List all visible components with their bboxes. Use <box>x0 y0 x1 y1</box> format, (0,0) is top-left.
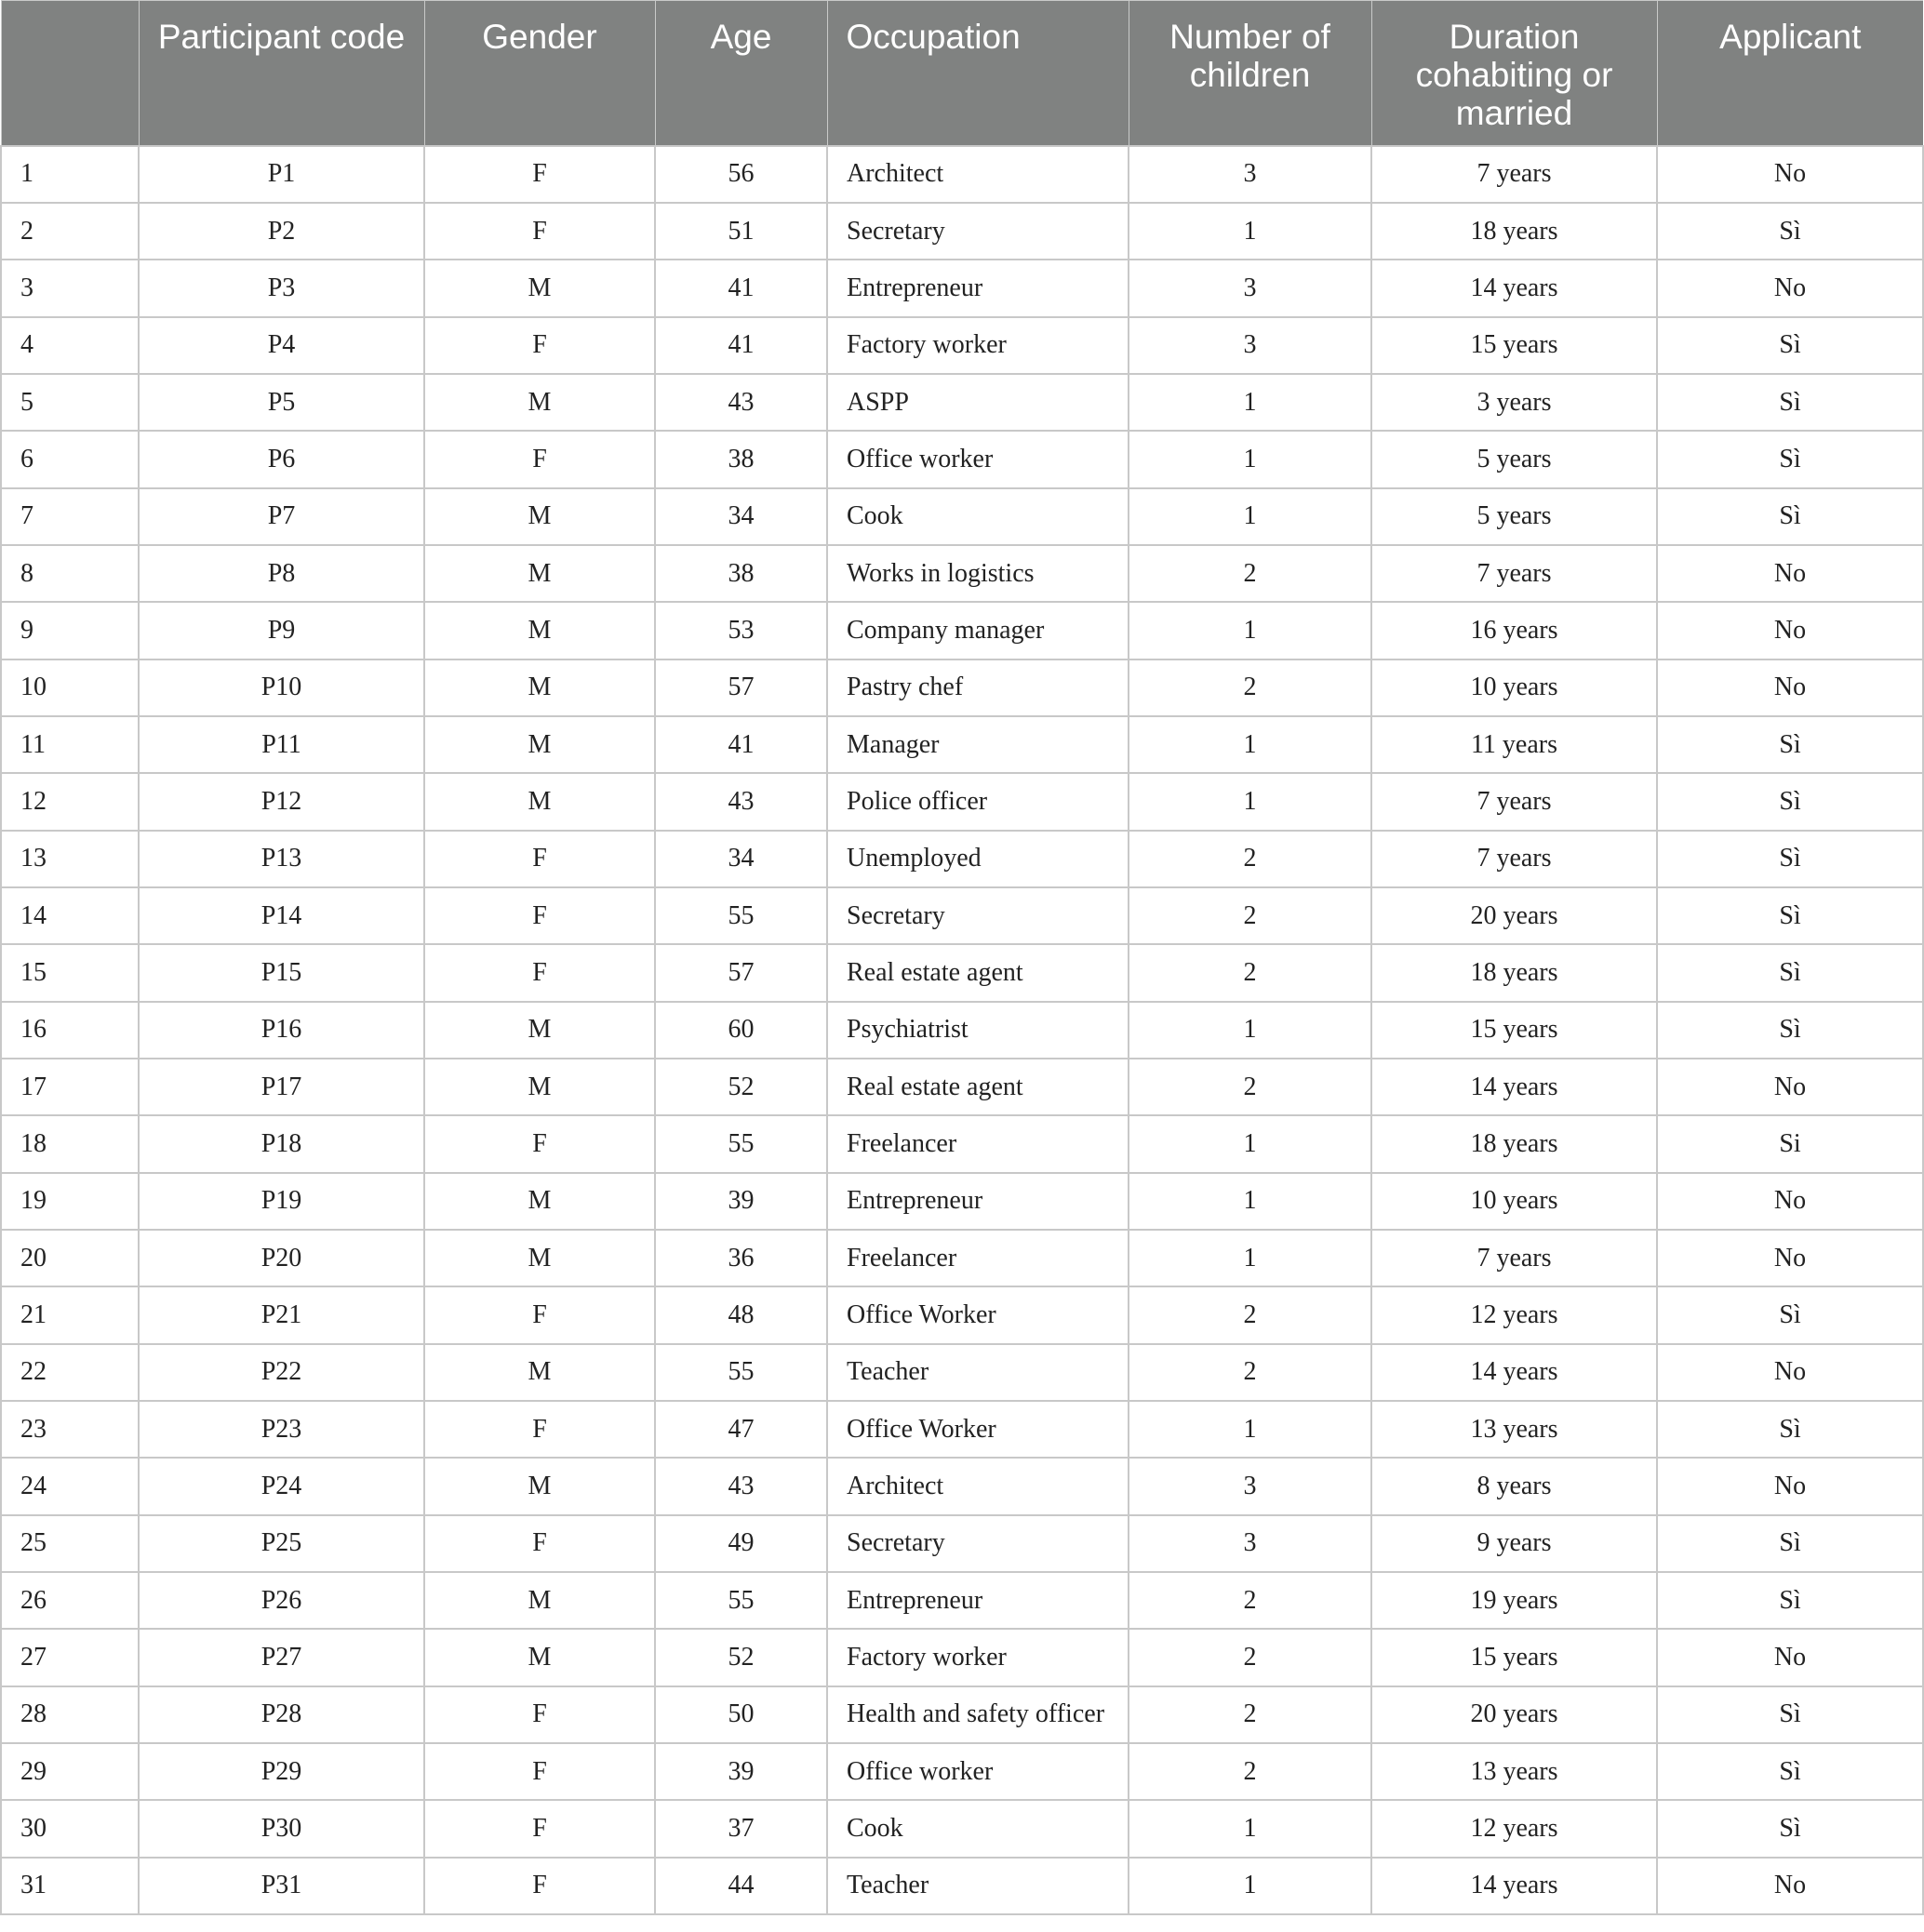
cell-participant-code: P14 <box>139 887 424 944</box>
cell-age: 55 <box>655 887 827 944</box>
cell-participant-code: P16 <box>139 1002 424 1059</box>
cell-gender: M <box>424 545 655 602</box>
cell-age: 52 <box>655 1629 827 1686</box>
cell-number-of-children: 1 <box>1129 1858 1371 1914</box>
column-header-number-of-children: Number of children <box>1129 1 1371 146</box>
cell-age: 38 <box>655 431 827 487</box>
cell-applicant: Sì <box>1657 1743 1923 1800</box>
cell-gender: M <box>424 1344 655 1401</box>
cell-gender: F <box>424 1743 655 1800</box>
cell-duration: 14 years <box>1371 1858 1657 1914</box>
cell-age: 52 <box>655 1059 827 1115</box>
cell-row-number: 18 <box>1 1115 139 1172</box>
cell-number-of-children: 1 <box>1129 431 1371 487</box>
table-row <box>1 1800 1923 1857</box>
cell-participant-code: P9 <box>139 602 424 659</box>
cell-participant-code: P29 <box>139 1743 424 1800</box>
cell-row-number: 26 <box>1 1572 139 1629</box>
cell-gender: M <box>424 1458 655 1514</box>
table-row <box>1 260 1923 316</box>
column-header-gender: Gender <box>424 1 655 146</box>
cell-duration: 13 years <box>1371 1743 1657 1800</box>
cell-occupation: Entrepreneur <box>827 1572 1129 1629</box>
cell-age: 48 <box>655 1286 827 1343</box>
column-header-participant-code: Participant code <box>139 1 424 146</box>
table-row <box>1 1858 1923 1914</box>
cell-age: 39 <box>655 1743 827 1800</box>
cell-row-number: 31 <box>1 1858 139 1914</box>
cell-participant-code: P19 <box>139 1173 424 1230</box>
cell-number-of-children: 2 <box>1129 1743 1371 1800</box>
cell-occupation: ASPP <box>827 374 1129 431</box>
cell-age: 57 <box>655 660 827 716</box>
table-row <box>1 1286 1923 1343</box>
cell-number-of-children: 3 <box>1129 1458 1371 1514</box>
cell-row-number: 3 <box>1 260 139 316</box>
cell-gender: F <box>424 1800 655 1857</box>
cell-occupation: Office Worker <box>827 1286 1129 1343</box>
cell-row-number: 2 <box>1 203 139 260</box>
cell-row-number: 15 <box>1 944 139 1001</box>
cell-age: 56 <box>655 146 827 203</box>
cell-gender: F <box>424 1858 655 1914</box>
cell-occupation: Factory worker <box>827 317 1129 374</box>
cell-participant-code: P23 <box>139 1401 424 1458</box>
cell-applicant: No <box>1657 260 1923 316</box>
cell-gender: F <box>424 831 655 887</box>
cell-age: 41 <box>655 260 827 316</box>
cell-gender: F <box>424 317 655 374</box>
cell-age: 51 <box>655 203 827 260</box>
cell-age: 43 <box>655 1458 827 1514</box>
cell-occupation: Company manager <box>827 602 1129 659</box>
cell-row-number: 30 <box>1 1800 139 1857</box>
cell-number-of-children: 2 <box>1129 1686 1371 1743</box>
cell-gender: M <box>424 260 655 316</box>
cell-row-number: 27 <box>1 1629 139 1686</box>
cell-participant-code: P28 <box>139 1686 424 1743</box>
cell-occupation: Police officer <box>827 773 1129 830</box>
cell-gender: M <box>424 1230 655 1286</box>
cell-number-of-children: 3 <box>1129 260 1371 316</box>
cell-participant-code: P11 <box>139 716 424 773</box>
cell-applicant: Sì <box>1657 1401 1923 1458</box>
cell-applicant: No <box>1657 1059 1923 1115</box>
cell-applicant: Sì <box>1657 203 1923 260</box>
cell-number-of-children: 3 <box>1129 146 1371 203</box>
table-row <box>1 1002 1923 1059</box>
cell-applicant: Sì <box>1657 716 1923 773</box>
cell-duration: 15 years <box>1371 1629 1657 1686</box>
cell-applicant: No <box>1657 1173 1923 1230</box>
cell-duration: 3 years <box>1371 374 1657 431</box>
cell-applicant: Sì <box>1657 431 1923 487</box>
cell-applicant: No <box>1657 1230 1923 1286</box>
cell-row-number: 9 <box>1 602 139 659</box>
cell-age: 53 <box>655 602 827 659</box>
cell-occupation: Health and safety officer <box>827 1686 1129 1743</box>
cell-row-number: 6 <box>1 431 139 487</box>
cell-row-number: 14 <box>1 887 139 944</box>
cell-gender: M <box>424 1629 655 1686</box>
cell-duration: 13 years <box>1371 1401 1657 1458</box>
table-row <box>1 1743 1923 1800</box>
cell-gender: M <box>424 374 655 431</box>
cell-occupation: Secretary <box>827 203 1129 260</box>
cell-participant-code: P12 <box>139 773 424 830</box>
cell-occupation: Entrepreneur <box>827 1173 1129 1230</box>
cell-gender: F <box>424 1515 655 1572</box>
cell-participant-code: P24 <box>139 1458 424 1514</box>
cell-participant-code: P21 <box>139 1286 424 1343</box>
cell-row-number: 5 <box>1 374 139 431</box>
cell-age: 34 <box>655 831 827 887</box>
cell-number-of-children: 2 <box>1129 1572 1371 1629</box>
cell-age: 55 <box>655 1572 827 1629</box>
cell-gender: M <box>424 602 655 659</box>
table-row <box>1 773 1923 830</box>
cell-gender: M <box>424 660 655 716</box>
cell-number-of-children: 1 <box>1129 1401 1371 1458</box>
cell-row-number: 12 <box>1 773 139 830</box>
cell-row-number: 16 <box>1 1002 139 1059</box>
table-row <box>1 1059 1923 1115</box>
table-header <box>1 1 1923 146</box>
cell-duration: 20 years <box>1371 887 1657 944</box>
cell-number-of-children: 1 <box>1129 488 1371 545</box>
cell-occupation: Freelancer <box>827 1230 1129 1286</box>
table-row <box>1 1572 1923 1629</box>
cell-duration: 7 years <box>1371 831 1657 887</box>
cell-duration: 14 years <box>1371 1059 1657 1115</box>
table-row <box>1 1401 1923 1458</box>
cell-duration: 7 years <box>1371 773 1657 830</box>
cell-row-number: 7 <box>1 488 139 545</box>
header-row <box>1 1 1923 146</box>
table-row <box>1 1515 1923 1572</box>
cell-occupation: Teacher <box>827 1344 1129 1401</box>
cell-participant-code: P26 <box>139 1572 424 1629</box>
cell-age: 55 <box>655 1115 827 1172</box>
cell-row-number: 11 <box>1 716 139 773</box>
cell-duration: 14 years <box>1371 1344 1657 1401</box>
cell-duration: 18 years <box>1371 944 1657 1001</box>
table-row <box>1 317 1923 374</box>
cell-applicant: Sì <box>1657 944 1923 1001</box>
cell-occupation: Office worker <box>827 1743 1129 1800</box>
cell-participant-code: P2 <box>139 203 424 260</box>
cell-row-number: 21 <box>1 1286 139 1343</box>
cell-duration: 15 years <box>1371 317 1657 374</box>
table-row <box>1 203 1923 260</box>
cell-applicant: Sì <box>1657 374 1923 431</box>
cell-duration: 9 years <box>1371 1515 1657 1572</box>
cell-gender: F <box>424 887 655 944</box>
cell-applicant: Si <box>1657 1115 1923 1172</box>
cell-gender: M <box>424 1572 655 1629</box>
cell-gender: F <box>424 1286 655 1343</box>
cell-participant-code: P3 <box>139 260 424 316</box>
cell-row-number: 4 <box>1 317 139 374</box>
cell-occupation: Works in logistics <box>827 545 1129 602</box>
cell-participant-code: P27 <box>139 1629 424 1686</box>
cell-number-of-children: 1 <box>1129 602 1371 659</box>
cell-participant-code: P22 <box>139 1344 424 1401</box>
cell-age: 47 <box>655 1401 827 1458</box>
cell-duration: 12 years <box>1371 1800 1657 1857</box>
cell-duration: 8 years <box>1371 1458 1657 1514</box>
cell-number-of-children: 1 <box>1129 773 1371 830</box>
cell-age: 57 <box>655 944 827 1001</box>
cell-applicant: No <box>1657 660 1923 716</box>
column-header-occupation: Occupation <box>827 1 1129 146</box>
table-row <box>1 431 1923 487</box>
cell-gender: M <box>424 488 655 545</box>
cell-duration: 20 years <box>1371 1686 1657 1743</box>
cell-duration: 5 years <box>1371 431 1657 487</box>
table-row <box>1 146 1923 203</box>
cell-age: 39 <box>655 1173 827 1230</box>
cell-applicant: No <box>1657 1458 1923 1514</box>
table-row <box>1 545 1923 602</box>
cell-applicant: No <box>1657 1629 1923 1686</box>
cell-occupation: Office worker <box>827 431 1129 487</box>
cell-participant-code: P10 <box>139 660 424 716</box>
cell-applicant: Sì <box>1657 887 1923 944</box>
table-row <box>1 1173 1923 1230</box>
table-row <box>1 716 1923 773</box>
cell-occupation: Psychiatrist <box>827 1002 1129 1059</box>
cell-number-of-children: 2 <box>1129 1059 1371 1115</box>
cell-participant-code: P17 <box>139 1059 424 1115</box>
cell-number-of-children: 1 <box>1129 203 1371 260</box>
cell-number-of-children: 2 <box>1129 545 1371 602</box>
cell-gender: M <box>424 1002 655 1059</box>
cell-number-of-children: 1 <box>1129 716 1371 773</box>
cell-participant-code: P6 <box>139 431 424 487</box>
cell-number-of-children: 3 <box>1129 317 1371 374</box>
cell-gender: M <box>424 716 655 773</box>
cell-occupation: Freelancer <box>827 1115 1129 1172</box>
cell-participant-code: P18 <box>139 1115 424 1172</box>
cell-duration: 5 years <box>1371 488 1657 545</box>
cell-participant-code: P30 <box>139 1800 424 1857</box>
cell-occupation: Cook <box>827 488 1129 545</box>
cell-occupation: Secretary <box>827 1515 1129 1572</box>
cell-gender: M <box>424 1059 655 1115</box>
cell-participant-code: P20 <box>139 1230 424 1286</box>
cell-duration: 16 years <box>1371 602 1657 659</box>
cell-applicant: Sì <box>1657 488 1923 545</box>
cell-participant-code: P5 <box>139 374 424 431</box>
cell-gender: M <box>424 1173 655 1230</box>
cell-row-number: 28 <box>1 1686 139 1743</box>
cell-age: 34 <box>655 488 827 545</box>
cell-age: 50 <box>655 1686 827 1743</box>
cell-row-number: 25 <box>1 1515 139 1572</box>
cell-gender: F <box>424 203 655 260</box>
cell-applicant: No <box>1657 1858 1923 1914</box>
cell-number-of-children: 2 <box>1129 1629 1371 1686</box>
cell-age: 55 <box>655 1344 827 1401</box>
cell-occupation: Office Worker <box>827 1401 1129 1458</box>
table-body <box>1 146 1923 1915</box>
table-row <box>1 1230 1923 1286</box>
table-row <box>1 602 1923 659</box>
cell-number-of-children: 1 <box>1129 1173 1371 1230</box>
cell-participant-code: P25 <box>139 1515 424 1572</box>
column-header-age: Age <box>655 1 827 146</box>
cell-participant-code: P1 <box>139 146 424 203</box>
cell-age: 38 <box>655 545 827 602</box>
cell-number-of-children: 3 <box>1129 1515 1371 1572</box>
cell-applicant: Sì <box>1657 317 1923 374</box>
cell-occupation: Unemployed <box>827 831 1129 887</box>
cell-row-number: 1 <box>1 146 139 203</box>
cell-applicant: Sì <box>1657 1515 1923 1572</box>
cell-duration: 15 years <box>1371 1002 1657 1059</box>
cell-row-number: 8 <box>1 545 139 602</box>
cell-age: 37 <box>655 1800 827 1857</box>
column-header-applicant: Applicant <box>1657 1 1923 146</box>
cell-applicant: Sì <box>1657 1286 1923 1343</box>
cell-gender: F <box>424 944 655 1001</box>
cell-duration: 19 years <box>1371 1572 1657 1629</box>
cell-row-number: 17 <box>1 1059 139 1115</box>
cell-age: 43 <box>655 374 827 431</box>
table-row <box>1 944 1923 1001</box>
cell-applicant: No <box>1657 146 1923 203</box>
cell-duration: 10 years <box>1371 1173 1657 1230</box>
cell-occupation: Secretary <box>827 887 1129 944</box>
table-row <box>1 660 1923 716</box>
cell-applicant: Sì <box>1657 831 1923 887</box>
cell-participant-code: P4 <box>139 317 424 374</box>
cell-applicant: No <box>1657 602 1923 659</box>
cell-occupation: Architect <box>827 1458 1129 1514</box>
cell-duration: 18 years <box>1371 203 1657 260</box>
cell-participant-code: P8 <box>139 545 424 602</box>
cell-occupation: Real estate agent <box>827 1059 1129 1115</box>
cell-duration: 10 years <box>1371 660 1657 716</box>
cell-number-of-children: 2 <box>1129 887 1371 944</box>
column-header-row-number <box>1 1 139 146</box>
cell-occupation: Teacher <box>827 1858 1129 1914</box>
cell-gender: M <box>424 773 655 830</box>
cell-number-of-children: 1 <box>1129 1002 1371 1059</box>
cell-duration: 18 years <box>1371 1115 1657 1172</box>
cell-gender: F <box>424 146 655 203</box>
cell-duration: 7 years <box>1371 146 1657 203</box>
cell-age: 41 <box>655 716 827 773</box>
cell-gender: F <box>424 431 655 487</box>
cell-gender: F <box>424 1115 655 1172</box>
cell-occupation: Cook <box>827 1800 1129 1857</box>
cell-occupation: Factory worker <box>827 1629 1129 1686</box>
cell-age: 41 <box>655 317 827 374</box>
cell-number-of-children: 2 <box>1129 1286 1371 1343</box>
cell-row-number: 19 <box>1 1173 139 1230</box>
cell-duration: 7 years <box>1371 545 1657 602</box>
cell-number-of-children: 2 <box>1129 1344 1371 1401</box>
cell-number-of-children: 1 <box>1129 1800 1371 1857</box>
table-row <box>1 1629 1923 1686</box>
cell-applicant: Sì <box>1657 773 1923 830</box>
cell-applicant: Sì <box>1657 1572 1923 1629</box>
cell-gender: F <box>424 1401 655 1458</box>
table-row <box>1 831 1923 887</box>
cell-number-of-children: 2 <box>1129 831 1371 887</box>
cell-gender: F <box>424 1686 655 1743</box>
cell-occupation: Pastry chef <box>827 660 1129 716</box>
table-row <box>1 1686 1923 1743</box>
cell-occupation: Manager <box>827 716 1129 773</box>
table-row <box>1 887 1923 944</box>
cell-occupation: Entrepreneur <box>827 260 1129 316</box>
cell-row-number: 22 <box>1 1344 139 1401</box>
cell-participant-code: P15 <box>139 944 424 1001</box>
cell-number-of-children: 1 <box>1129 1230 1371 1286</box>
cell-participant-code: P31 <box>139 1858 424 1914</box>
cell-row-number: 10 <box>1 660 139 716</box>
cell-number-of-children: 2 <box>1129 944 1371 1001</box>
cell-applicant: Sì <box>1657 1686 1923 1743</box>
cell-duration: 12 years <box>1371 1286 1657 1343</box>
table-row <box>1 1344 1923 1401</box>
table-row <box>1 374 1923 431</box>
cell-row-number: 24 <box>1 1458 139 1514</box>
cell-age: 36 <box>655 1230 827 1286</box>
table-row <box>1 1458 1923 1514</box>
cell-occupation: Real estate agent <box>827 944 1129 1001</box>
cell-age: 43 <box>655 773 827 830</box>
cell-row-number: 29 <box>1 1743 139 1800</box>
cell-row-number: 13 <box>1 831 139 887</box>
cell-participant-code: P7 <box>139 488 424 545</box>
cell-duration: 11 years <box>1371 716 1657 773</box>
cell-applicant: No <box>1657 545 1923 602</box>
cell-age: 44 <box>655 1858 827 1914</box>
cell-row-number: 23 <box>1 1401 139 1458</box>
cell-age: 49 <box>655 1515 827 1572</box>
cell-occupation: Architect <box>827 146 1129 203</box>
cell-applicant: Sì <box>1657 1002 1923 1059</box>
cell-age: 60 <box>655 1002 827 1059</box>
table-row <box>1 488 1923 545</box>
cell-applicant: No <box>1657 1344 1923 1401</box>
cell-number-of-children: 1 <box>1129 374 1371 431</box>
cell-participant-code: P13 <box>139 831 424 887</box>
cell-applicant: Sì <box>1657 1800 1923 1857</box>
table-row <box>1 1115 1923 1172</box>
column-header-duration: Duration cohabiting or married <box>1371 1 1657 146</box>
cell-number-of-children: 2 <box>1129 660 1371 716</box>
cell-duration: 7 years <box>1371 1230 1657 1286</box>
cell-row-number: 20 <box>1 1230 139 1286</box>
cell-duration: 14 years <box>1371 260 1657 316</box>
cell-number-of-children: 1 <box>1129 1115 1371 1172</box>
